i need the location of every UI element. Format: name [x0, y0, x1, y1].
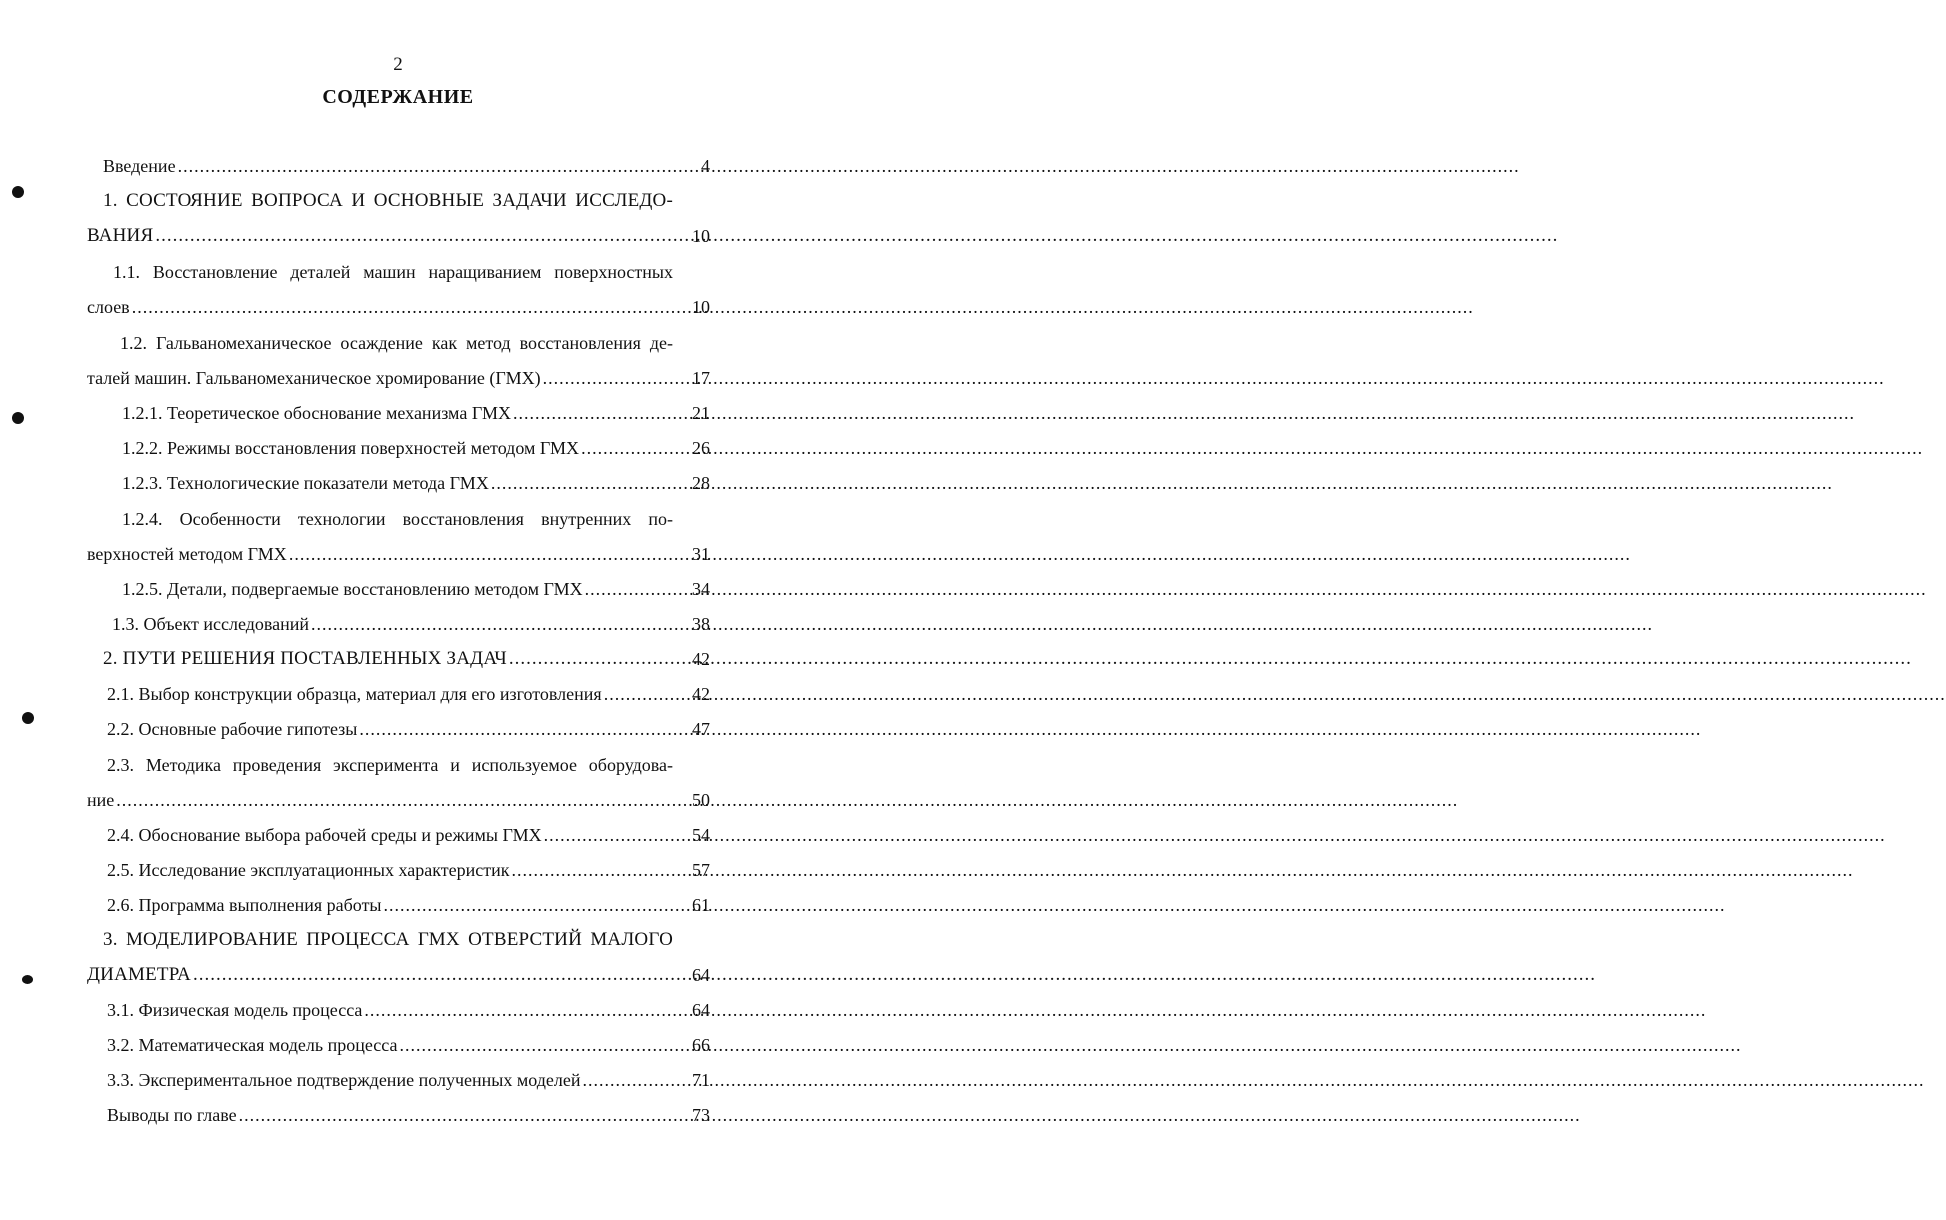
toc-entry-conclusions [107, 1104, 673, 1126]
dot-leader [116, 789, 671, 811]
toc-entry-text: 1.3. Объект исследований [112, 614, 310, 634]
scan-mark [12, 412, 24, 424]
toc-entry-chapter-3-cont [87, 964, 673, 986]
dot-leader [511, 859, 671, 881]
toc-page-number: 21 [692, 403, 710, 423]
dot-leader [544, 824, 671, 846]
toc-page-number: 57 [692, 860, 710, 880]
toc-entry-2-6 [107, 894, 673, 916]
dot-leader [400, 1034, 672, 1056]
toc-entry-3-2 [107, 1034, 673, 1056]
toc-entry-chapter-1 [103, 190, 673, 212]
toc-page-number: 64 [692, 1000, 710, 1020]
toc-page-number: 54 [692, 825, 710, 845]
toc-entry-1-2-4 [122, 508, 673, 530]
toc-entry-3-3 [107, 1069, 673, 1091]
toc-page-number: 66 [692, 1035, 710, 1055]
toc-entry-text: 2.2. Основные рабочие гипотезы [107, 719, 358, 739]
toc-entry-text: 2.6. Программа выполнения работы [107, 895, 382, 915]
dot-leader [384, 894, 671, 916]
dot-leader [364, 999, 671, 1021]
toc-entry-text: Введение [103, 156, 176, 176]
toc-entry-text: 2.1. Выбор конструкции образца, материал для его изготовления [107, 684, 602, 704]
toc-entry-chapter-3 [103, 929, 673, 951]
dot-leader [289, 543, 671, 565]
scan-mark [22, 712, 34, 724]
toc-page-number: 47 [692, 719, 710, 739]
toc-entry-3-1 [107, 999, 673, 1021]
toc-entry-2-3-cont [87, 789, 673, 811]
toc-page-number: 73 [692, 1105, 710, 1125]
toc-entry-text: 2.3. Методика проведения эксперимента и используемое оборудова- [107, 755, 673, 775]
toc-entry-1-2-cont [87, 367, 673, 389]
toc-entry-text-cont: ДИАМЕТРА [87, 964, 191, 985]
toc-page-number: 38 [692, 614, 710, 634]
toc-page-number: 42 [692, 649, 710, 669]
toc-entry-text: 1.2.5. Детали, подвергаемые восстановлению методом ГМХ [122, 579, 583, 599]
toc-entry-text: 1.2.3. Технологические показатели метода ГМХ [122, 473, 489, 493]
toc-entry-chapter-2 [103, 648, 673, 670]
toc-page-number: 50 [692, 790, 710, 810]
toc-entry-1-2-1 [122, 402, 673, 424]
toc-entry-1-1 [113, 261, 673, 283]
dot-leader [132, 296, 671, 318]
toc-entry-text-cont: ние [87, 790, 115, 810]
dot-leader [513, 402, 671, 424]
toc-entry-text: 2.5. Исследование эксплуатационных характеристик [107, 860, 510, 880]
toc-entry-text: 3. МОДЕЛИРОВАНИЕ ПРОЦЕССА ГМХ ОТВЕРСТИЙ МАЛОГО [103, 929, 673, 950]
toc-entry-text: 3.1. Физическая модель процесса [107, 1000, 363, 1020]
dot-leader [311, 613, 671, 635]
toc-entry-2-3 [107, 754, 673, 776]
toc-entry-1-2-2 [122, 437, 673, 459]
dot-leader [581, 437, 671, 459]
toc-entry-text-cont: талей машин. Гальваномеханическое хромирование (ГМХ) [87, 368, 541, 388]
dot-leader [543, 367, 671, 389]
table-of-contents [0, 0, 796, 1220]
toc-entry-text: 1.2.4. Особенности технологии восстановления внутренних по- [122, 509, 673, 529]
toc-page-number: 10 [692, 226, 710, 246]
toc-entry-introduction [103, 155, 673, 177]
dot-leader [193, 964, 671, 986]
page-number: 2 [393, 54, 403, 75]
dot-leader [585, 578, 671, 600]
dot-leader [582, 1069, 671, 1091]
toc-page-number: 34 [692, 579, 710, 599]
toc-page-number: 61 [692, 895, 710, 915]
dot-leader [239, 1104, 671, 1126]
toc-entry-text-cont: ВАНИЯ [87, 225, 154, 246]
toc-entry-1-2-5 [122, 578, 673, 600]
toc-entry-text: 1.2.2. Режимы восстановления поверхностей методом ГМХ [122, 438, 580, 458]
toc-entry-2-2 [107, 718, 673, 740]
toc-entry-text: 1. СОСТОЯНИЕ ВОПРОСА И ОСНОВНЫЕ ЗАДАЧИ ИССЛЕДО- [103, 190, 673, 211]
page-title: СОДЕРЖАНИЕ [322, 86, 474, 108]
toc-entry-text: 3.3. Экспериментальное подтверждение полученных моделей [107, 1070, 581, 1090]
toc-entry-1-1-cont [87, 296, 673, 318]
toc-page-number: 17 [692, 368, 710, 388]
toc-entry-2-1 [107, 683, 673, 705]
toc-entry-1-2-4-cont [87, 543, 673, 565]
toc-entry-1-3 [112, 613, 673, 635]
toc-entry-text-cont: слоев [87, 297, 130, 317]
toc-entry-2-4 [107, 824, 673, 846]
toc-entry-text: 1.1. Восстановление деталей машин наращиванием поверхностных [113, 262, 673, 282]
toc-page-number: 71 [692, 1070, 710, 1090]
dot-leader [178, 155, 671, 177]
toc-entry-2-5 [107, 859, 673, 881]
toc-entry-text-cont: верхностей методом ГМХ [87, 544, 287, 564]
toc-page-number: 10 [692, 297, 710, 317]
toc-page-number: 26 [692, 438, 710, 458]
dot-leader [155, 225, 671, 247]
toc-page-number: 31 [692, 544, 710, 564]
toc-page-number: 4 [701, 156, 710, 176]
toc-page-number: 64 [692, 965, 710, 985]
scan-mark [22, 975, 33, 984]
toc-entry-text: 2.4. Обоснование выбора рабочей среды и режимы ГМХ [107, 825, 542, 845]
scan-mark [12, 186, 24, 198]
dot-leader [491, 472, 671, 494]
dot-leader [359, 718, 671, 740]
dot-leader [509, 648, 671, 670]
toc-entry-1-2 [120, 332, 673, 354]
toc-page-number: 42 [692, 684, 710, 704]
toc-entry-text: 1.2. Гальваномеханическое осаждение как метод восстановления де- [120, 333, 673, 353]
toc-entry-text: 2. ПУТИ РЕШЕНИЯ ПОСТАВЛЕННЫХ ЗАДАЧ [103, 648, 507, 669]
toc-entry-chapter-1-cont [87, 225, 673, 247]
dot-leader [604, 683, 671, 705]
toc-entry-1-2-3 [122, 472, 673, 494]
toc-entry-text: 1.2.1. Теоретическое обоснование механизма ГМХ [122, 403, 511, 423]
toc-entry-text: Выводы по главе [107, 1105, 237, 1125]
toc-entry-text: 3.2. Математическая модель процесса [107, 1035, 398, 1055]
toc-page-number: 28 [692, 473, 710, 493]
